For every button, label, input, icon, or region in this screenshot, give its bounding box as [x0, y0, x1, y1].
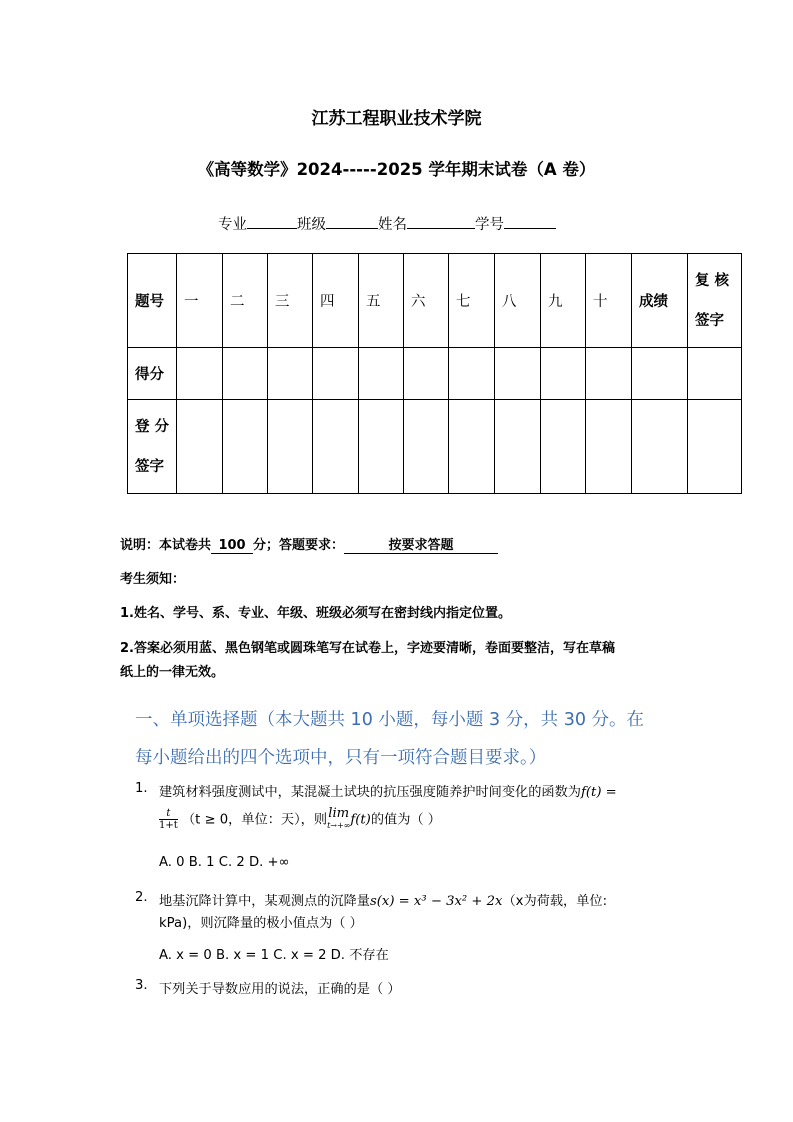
- sign-cell[interactable]: [586, 400, 632, 494]
- limit-word: lim: [328, 806, 350, 821]
- description-prefix: 说明：本试卷共: [120, 538, 212, 553]
- sign-cell[interactable]: [495, 400, 541, 494]
- question-1-tail: 的值为（ ）: [370, 812, 441, 828]
- total-score-value: 100: [211, 538, 253, 554]
- score-cell[interactable]: [449, 348, 495, 400]
- score-cell[interactable]: [223, 348, 268, 400]
- major-blank[interactable]: [247, 212, 297, 229]
- fraction-denominator: 1+t: [159, 820, 178, 831]
- sign-cell[interactable]: [359, 400, 404, 494]
- sign-row: [128, 400, 742, 494]
- header-cell-8: 八: [495, 254, 541, 348]
- header-cell-3: 三: [268, 254, 313, 348]
- sign-cell[interactable]: [541, 400, 586, 494]
- score-table: [127, 253, 742, 494]
- notice-heading: 考生须知：: [120, 572, 186, 587]
- sign-cell[interactable]: [449, 400, 495, 494]
- header-cell-7: 七: [449, 254, 495, 348]
- answer-requirement: 按要求答题: [344, 534, 498, 554]
- header-cell-5: 五: [359, 254, 404, 348]
- sign-cell[interactable]: [177, 400, 223, 494]
- sign-cell[interactable]: [632, 400, 688, 494]
- header-cell-2: 二: [223, 254, 268, 348]
- exam-title: 《高等数学》2024-----2025 学年期末试卷（A 卷）: [197, 160, 596, 179]
- limit-subscript: t→+∞: [327, 821, 351, 830]
- sign-cell[interactable]: [313, 400, 359, 494]
- fraction: [159, 808, 178, 831]
- question-2-line1: [159, 890, 607, 909]
- score-table-header-row: [128, 254, 742, 348]
- header-cell-1: 一: [177, 254, 223, 348]
- description-mid: 分；答题要求：: [253, 538, 345, 553]
- class-label: 班级: [297, 217, 326, 233]
- score-cell[interactable]: [688, 348, 742, 400]
- sign-row-label: [128, 400, 177, 494]
- fraction-numerator: t: [159, 808, 178, 820]
- score-cell[interactable]: [404, 348, 449, 400]
- reviewer-label-line2: 签字: [695, 312, 724, 329]
- score-cell[interactable]: [177, 348, 223, 400]
- question-3-line1: 下列关于导数应用的说法，正确的是（ ）: [159, 982, 401, 997]
- major-label: 专业: [218, 217, 247, 233]
- score-cell[interactable]: [359, 348, 404, 400]
- score-cell[interactable]: [632, 348, 688, 400]
- question-2-number: 2.: [135, 890, 148, 905]
- question-1-text: 建筑材料强度测试中，某混凝土试块的抗压强度随养护时间变化的函数为: [159, 785, 581, 800]
- class-blank[interactable]: [326, 212, 378, 229]
- notice-item-1: 1.姓名、学号、系、专业、年级、班级必须写在密封线内指定位置。: [120, 606, 511, 621]
- score-cell[interactable]: [313, 348, 359, 400]
- header-cell-6: 六: [404, 254, 449, 348]
- sign-cell[interactable]: [268, 400, 313, 494]
- header-cell-total: 成绩: [632, 254, 688, 348]
- question-2-text: 地基沉降计算中，某观测点的沉降量: [159, 894, 370, 909]
- score-row-label: 得分: [128, 348, 177, 400]
- score-cell[interactable]: [541, 348, 586, 400]
- sign-cell[interactable]: [223, 400, 268, 494]
- question-1-number: 1.: [135, 781, 148, 796]
- sign-cell[interactable]: [688, 400, 742, 494]
- notice-item-2-line2: 纸上的一律无效。: [120, 665, 225, 680]
- student-id-label: 学号: [475, 217, 504, 233]
- section-heading-line1: 一、单项选择题（本大题共 10 小题，每小题 3 分，共 30 分。在: [135, 710, 645, 730]
- reviewer-label-line1: 复 核: [695, 272, 730, 289]
- score-cell[interactable]: [495, 348, 541, 400]
- header-cell-question-number: 题号: [128, 254, 177, 348]
- question-1-line2: [159, 808, 441, 832]
- score-cell[interactable]: [586, 348, 632, 400]
- name-blank[interactable]: [407, 212, 475, 229]
- exam-description: [120, 534, 498, 554]
- question-2-line2: kPa)，则沉降量的极小值点为（ ）: [159, 916, 363, 931]
- header-cell-reviewer: [688, 254, 742, 348]
- question-1-function: f(t) =: [581, 785, 617, 800]
- sign-label-line2: 签字: [135, 458, 164, 475]
- header-cell-9: 九: [541, 254, 586, 348]
- header-cell-4: 四: [313, 254, 359, 348]
- sign-label-line1: 登 分: [135, 418, 170, 435]
- question-2-tail: （x为荷载，单位:: [502, 894, 608, 909]
- score-row: [128, 348, 742, 400]
- student-id-blank[interactable]: [504, 212, 556, 229]
- sign-cell[interactable]: [404, 400, 449, 494]
- section-heading-line2: 每小题给出的四个选项中，只有一项符合题目要求。）: [135, 748, 547, 768]
- question-1-condition: （t ≥ 0，单位：天），则: [181, 812, 328, 828]
- student-info-line: [218, 212, 556, 234]
- school-name: 江苏工程职业技术学院: [311, 109, 482, 129]
- question-2-options: A. x = 0 B. x = 1 C. x = 2 D. 不存在: [159, 948, 389, 963]
- notice-item-2-line1: 2.答案必须用蓝、黑色钢笔或圆珠笔写在试卷上，字迹要清晰，卷面要整洁，写在草稿: [120, 641, 615, 656]
- question-2-function: s(x) = x³ − 3x² + 2x: [370, 894, 503, 909]
- question-1-line1: [159, 781, 617, 800]
- name-label: 姓名: [378, 217, 407, 233]
- question-3-number: 3.: [135, 978, 148, 993]
- limit-operator: [327, 808, 350, 832]
- score-cell[interactable]: [268, 348, 313, 400]
- question-1-limit-function: f(t): [350, 812, 371, 828]
- header-cell-10: 十: [586, 254, 632, 348]
- question-1-options: A. 0 B. 1 C. 2 D. +∞: [159, 855, 290, 870]
